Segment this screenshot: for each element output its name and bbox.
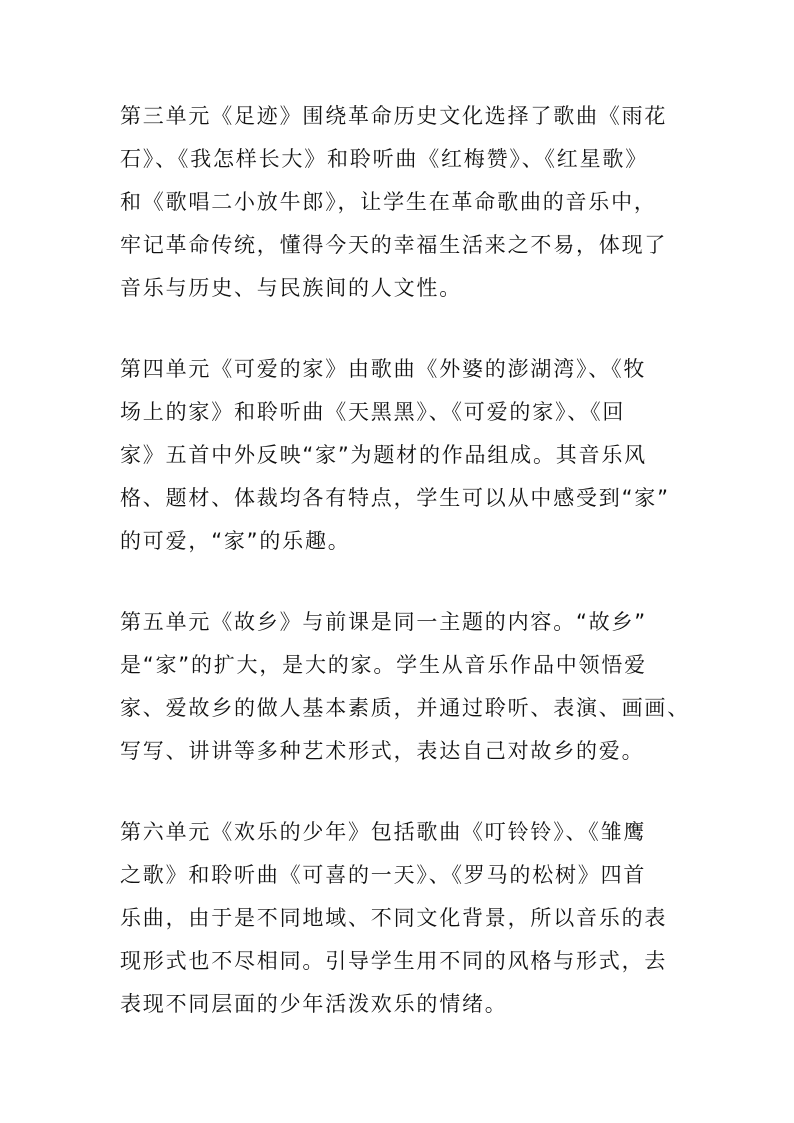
text-line: 牢记革命传统，懂得今天的幸福生活来之不易，体现了 (120, 233, 668, 257)
text-line: 的可爱，“家”的乐趣。 (120, 529, 351, 553)
paragraph-unit-5 (120, 601, 690, 773)
text-line: 石》、《我怎样长大》和聆听曲《红梅赞》、《红星歌》 (120, 147, 648, 171)
text-line: 场上的家》和聆听曲《天黑黑》、《可爱的家》、《回 (120, 400, 626, 424)
text-line: 写写、讲讲等多种艺术形式，表达自己对故乡的爱。 (120, 739, 645, 763)
paragraph-unit-6 (120, 811, 676, 1026)
text-line: 之歌》和聆听曲《可喜的一天》、《罗马的松树》四首 (120, 863, 647, 887)
text-line: 表现不同层面的少年活泼欢乐的情绪。 (120, 992, 508, 1016)
text-line: 第六单元《欢乐的少年》包括歌曲《叮铃铃》、《雏鹰 (120, 820, 647, 844)
text-line: 音乐与历史、与民族间的人文性。 (120, 276, 462, 300)
paragraph-unit-3 (120, 95, 676, 310)
text-line: 乐曲，由于是不同地域、不同文化背景，所以音乐的表 (120, 906, 668, 930)
text-line: 第五单元《故乡》与前课是同一主题的内容。“故乡” (120, 610, 647, 634)
text-line: 现形式也不尽相同。引导学生用不同的风格与形式，去 (120, 949, 668, 973)
paragraph-unit-4 (120, 348, 676, 563)
text-line: 和《歌唱二小放牛郎》，让学生在革命歌曲的音乐中， (120, 190, 657, 214)
text-line: 是“家”的扩大，是大的家。学生从音乐作品中领悟爱 (120, 653, 647, 677)
text-line: 家、爱故乡的做人基本素质，并通过聆听、表演、画画、 (120, 696, 690, 720)
text-line: 家》五首中外反映“家”为题材的作品组成。其音乐风 (120, 443, 647, 467)
text-line: 第四单元《可爱的家》由歌曲《外婆的澎湖湾》、《牧 (120, 357, 647, 381)
text-line: 格、题材、体裁均各有特点，学生可以从中感受到“家” (120, 486, 670, 510)
text-line: 第三单元《足迹》围绕革命历史文化选择了歌曲《雨花 (120, 104, 668, 128)
